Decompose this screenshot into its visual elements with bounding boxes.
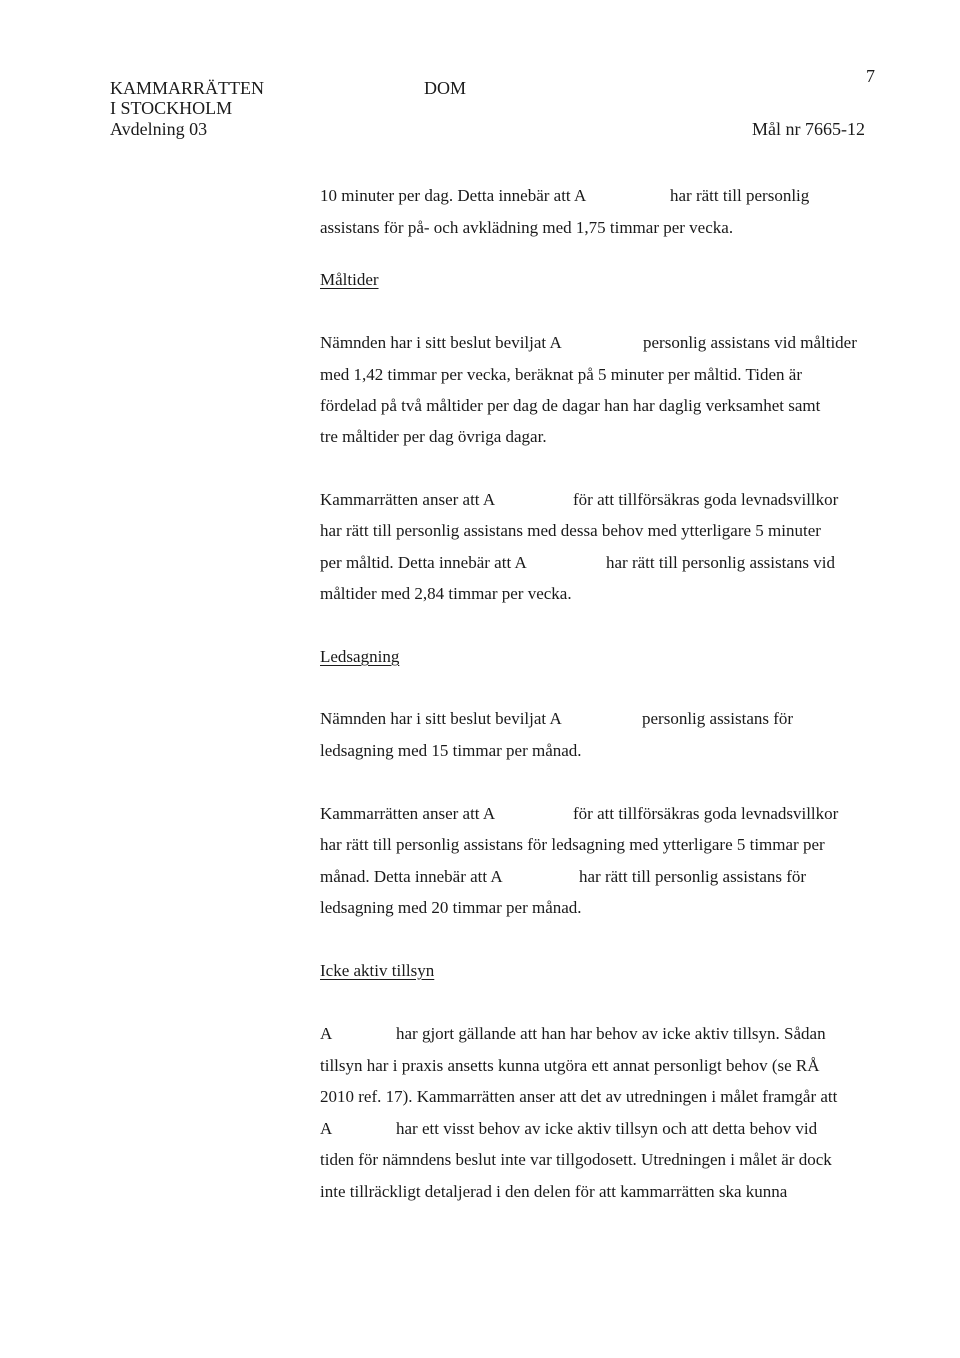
text-line: Nämnden har i sitt beslut beviljat A personlig assistans vid måltider xyxy=(320,333,857,352)
section-heading-ledsagning: Ledsagning xyxy=(320,647,400,666)
text-line: tiden för nämndens beslut inte var tillgodosett. Utredningen i målet är dock xyxy=(320,1150,832,1169)
text-line: A har gjort gällande att han har behov av icke aktiv tillsyn. Sådan xyxy=(320,1024,826,1043)
text-line: inte tillräckligt detaljerad i den delen för att kammarrätten ska kunna xyxy=(320,1182,788,1201)
text-line: A har ett visst behov av icke aktiv tillsyn och att detta behov vid xyxy=(320,1119,818,1138)
section-heading-icke-aktiv-tillsyn: Icke aktiv tillsyn xyxy=(320,961,435,980)
court-name-line2: I STOCKHOLM xyxy=(110,98,233,118)
text-line: fördelad på två måltider per dag de dagar han har daglig verksamhet samt xyxy=(320,396,821,415)
text-line: tre måltider per dag övriga dagar. xyxy=(320,427,547,446)
text-line: tillsyn har i praxis ansetts kunna utgöra ett annat personligt behov (se RÅ xyxy=(320,1056,820,1075)
text-line: Nämnden har i sitt beslut beviljat A personlig assistans för xyxy=(320,709,794,728)
text-line: ledsagning med 15 timmar per månad. xyxy=(320,741,582,760)
text-line: ledsagning med 20 timmar per månad. xyxy=(320,898,582,917)
text-line: Kammarrätten anser att A för att tillförsäkras goda levnadsvillkor xyxy=(320,804,839,823)
section-heading-maltider: Måltider xyxy=(320,270,379,289)
text-line: har rätt till personlig assistans för ledsagning med ytterligare 5 timmar per xyxy=(320,835,825,854)
text-line: assistans för på- och avklädning med 1,75 timmar per vecka. xyxy=(320,218,734,237)
text-line: 2010 ref. 17). Kammarrätten anser att det av utredningen i målet framgår att xyxy=(320,1087,838,1106)
text-line: måltider med 2,84 timmar per vecka. xyxy=(320,584,572,603)
text-line: per måltid. Detta innebär att A har rätt till personlig assistans vid xyxy=(320,553,835,572)
division: Avdelning 03 xyxy=(110,119,208,139)
text-line: månad. Detta innebär att A har rätt till personlig assistans för xyxy=(320,867,807,886)
page-number: 7 xyxy=(866,66,875,86)
text-line: med 1,42 timmar per vecka, beräknat på 5 minuter per måltid. Tiden är xyxy=(320,365,803,384)
court-name-line1: KAMMARRÄTTEN xyxy=(110,78,265,98)
case-number: Mål nr 7665-12 xyxy=(752,119,865,139)
text-line: Kammarrätten anser att A för att tillförsäkras goda levnadsvillkor xyxy=(320,490,839,509)
text-line: 10 minuter per dag. Detta innebär att A har rätt till personlig xyxy=(320,186,810,205)
document-type: DOM xyxy=(424,78,467,98)
text-line: har rätt till personlig assistans med dessa behov med ytterligare 5 minuter xyxy=(320,521,821,540)
